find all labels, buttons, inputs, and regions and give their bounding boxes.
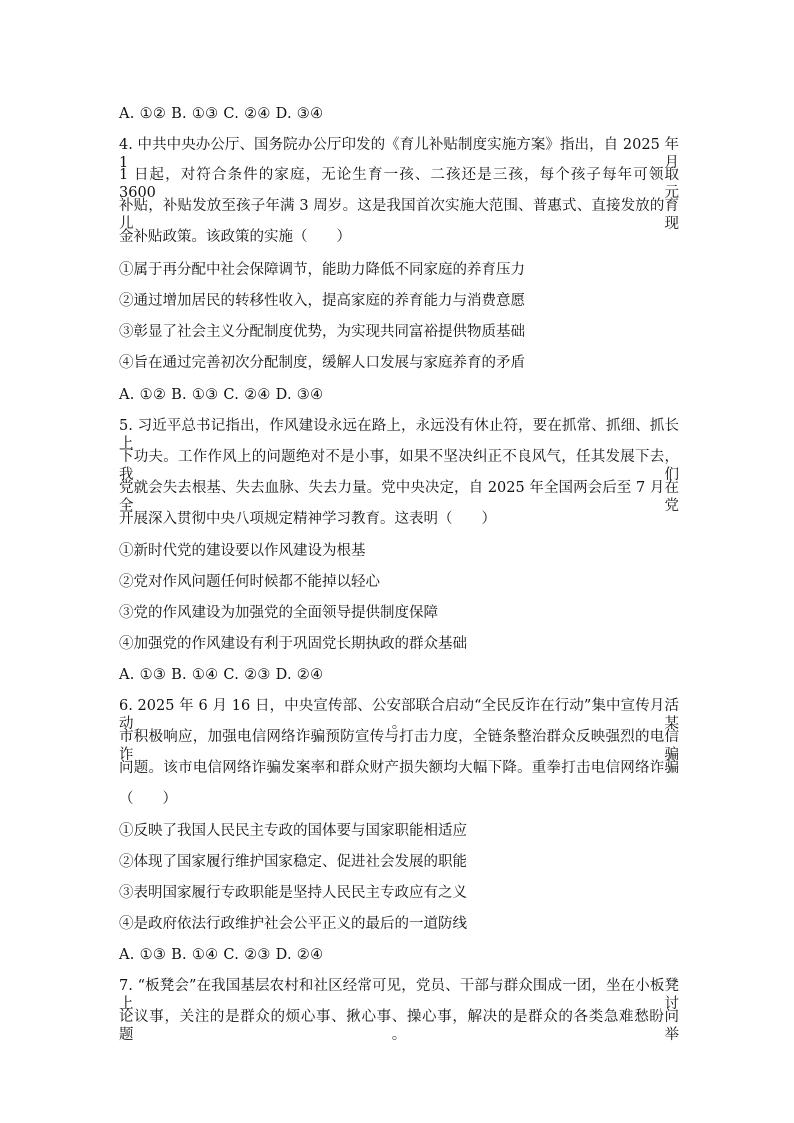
q6-option-2: ②体现了国家履行维护国家稳定、促进社会发展的职能 bbox=[119, 854, 467, 870]
q5-option-2: ②党对作风问题任何时候都不能掉以轻心 bbox=[119, 574, 380, 590]
q6-stem-line-1: 6. 2025 年 6 月 16 日，中央宣传部、公安部联合启动“全民反诈在行动”集中宣传月活动。某 bbox=[119, 698, 679, 732]
q6-stem-line-4: （ ） bbox=[119, 791, 177, 807]
q4-option-2: ②通过增加居民的转移性收入，提高家庭的养育能力与消费意愿 bbox=[119, 293, 525, 309]
q5-stem-line-1: 5. 习近平总书记指出，作风建设永远在路上，永远没有休止符，要在抓常、抓细、抓长上 bbox=[119, 418, 679, 452]
q5-option-3: ③党的作风建设为加强党的全面领导提供制度保障 bbox=[119, 605, 438, 621]
q4-stem-line-4: 金补贴政策。该政策的实施（ ） bbox=[119, 229, 351, 245]
q4-option-1: ①属于再分配中社会保障调节，能助力降低不同家庭的养育压力 bbox=[119, 262, 525, 278]
q3-answer-choices: A. ①② B. ①③ C. ②④ D. ③④ bbox=[119, 106, 324, 122]
q5-stem-line-3: 党就会失去根基、失去血脉、失去力量。党中央决定，自 2025 年全国两会后至 7 月在全党 bbox=[119, 480, 679, 514]
q7-stem-line-2: 论议事，关注的是群众的烦心事、揪心事、操心事，解决的是群众的各类急难愁盼问题。举 bbox=[119, 1009, 679, 1043]
q6-option-4: ④是政府依法行政维护社会公平正义的最后的一道防线 bbox=[119, 916, 467, 932]
q7-stem-line-1: 7. “板凳会”在我国基层农村和社区经常可见，党员、干部与群众围成一团，坐在小板凳上讨 bbox=[119, 978, 679, 1012]
q6-option-1: ①反映了我国人民民主专政的国体要与国家职能相适应 bbox=[119, 823, 467, 839]
q6-answer-choices: A. ①③ B. ①④ C. ②③ D. ②④ bbox=[119, 947, 324, 963]
q4-option-3: ③彰显了社会主义分配制度优势，为实现共同富裕提供物质基础 bbox=[119, 324, 525, 340]
q5-answer-choices: A. ①③ B. ①④ C. ②③ D. ②④ bbox=[119, 667, 324, 683]
q4-stem-line-2: 1 日起，对符合条件的家庭，无论生育一孩、二孩还是三孩，每个孩子每年可领取 3600 元 bbox=[119, 167, 679, 201]
q5-stem-line-4: 开展深入贯彻中央八项规定精神学习教育。这表明（ ） bbox=[119, 511, 496, 527]
q6-stem-line-2: 市积极响应，加强电信网络诈骗预防宣传与打击力度，全链条整治群众反映强烈的电信诈骗 bbox=[119, 729, 679, 763]
q5-stem-line-2: 下功夫。工作作风上的问题绝对不是小事，如果不坚决纠正不良风气，任其发展下去，我们 bbox=[119, 449, 679, 483]
q6-stem-line-3: 问题。该市电信网络诈骗发案率和群众财产损失额均大幅下降。重拳打击电信网络诈骗 bbox=[119, 760, 679, 776]
q4-stem-line-3: 补贴，补贴发放至孩子年满 3 周岁。这是我国首次实施大范围、普惠式、直接发放的育儿现 bbox=[119, 198, 679, 232]
q4-answer-choices: A. ①② B. ①③ C. ②④ D. ③④ bbox=[119, 387, 324, 403]
q5-option-4: ④加强党的作风建设有利于巩固党长期执政的群众基础 bbox=[119, 636, 467, 652]
q5-option-1: ①新时代党的建设要以作风建设为根基 bbox=[119, 543, 366, 559]
q4-option-4: ④旨在通过完善初次分配制度，缓解人口发展与家庭养育的矛盾 bbox=[119, 355, 525, 371]
q4-stem-line-1: 4. 中共中央办公厅、国务院办公厅印发的《育儿补贴制度实施方案》指出，自 2025 年 1 月 bbox=[119, 137, 679, 171]
q6-option-3: ③表明国家履行专政职能是坚持人民民主专政应有之义 bbox=[119, 885, 467, 901]
